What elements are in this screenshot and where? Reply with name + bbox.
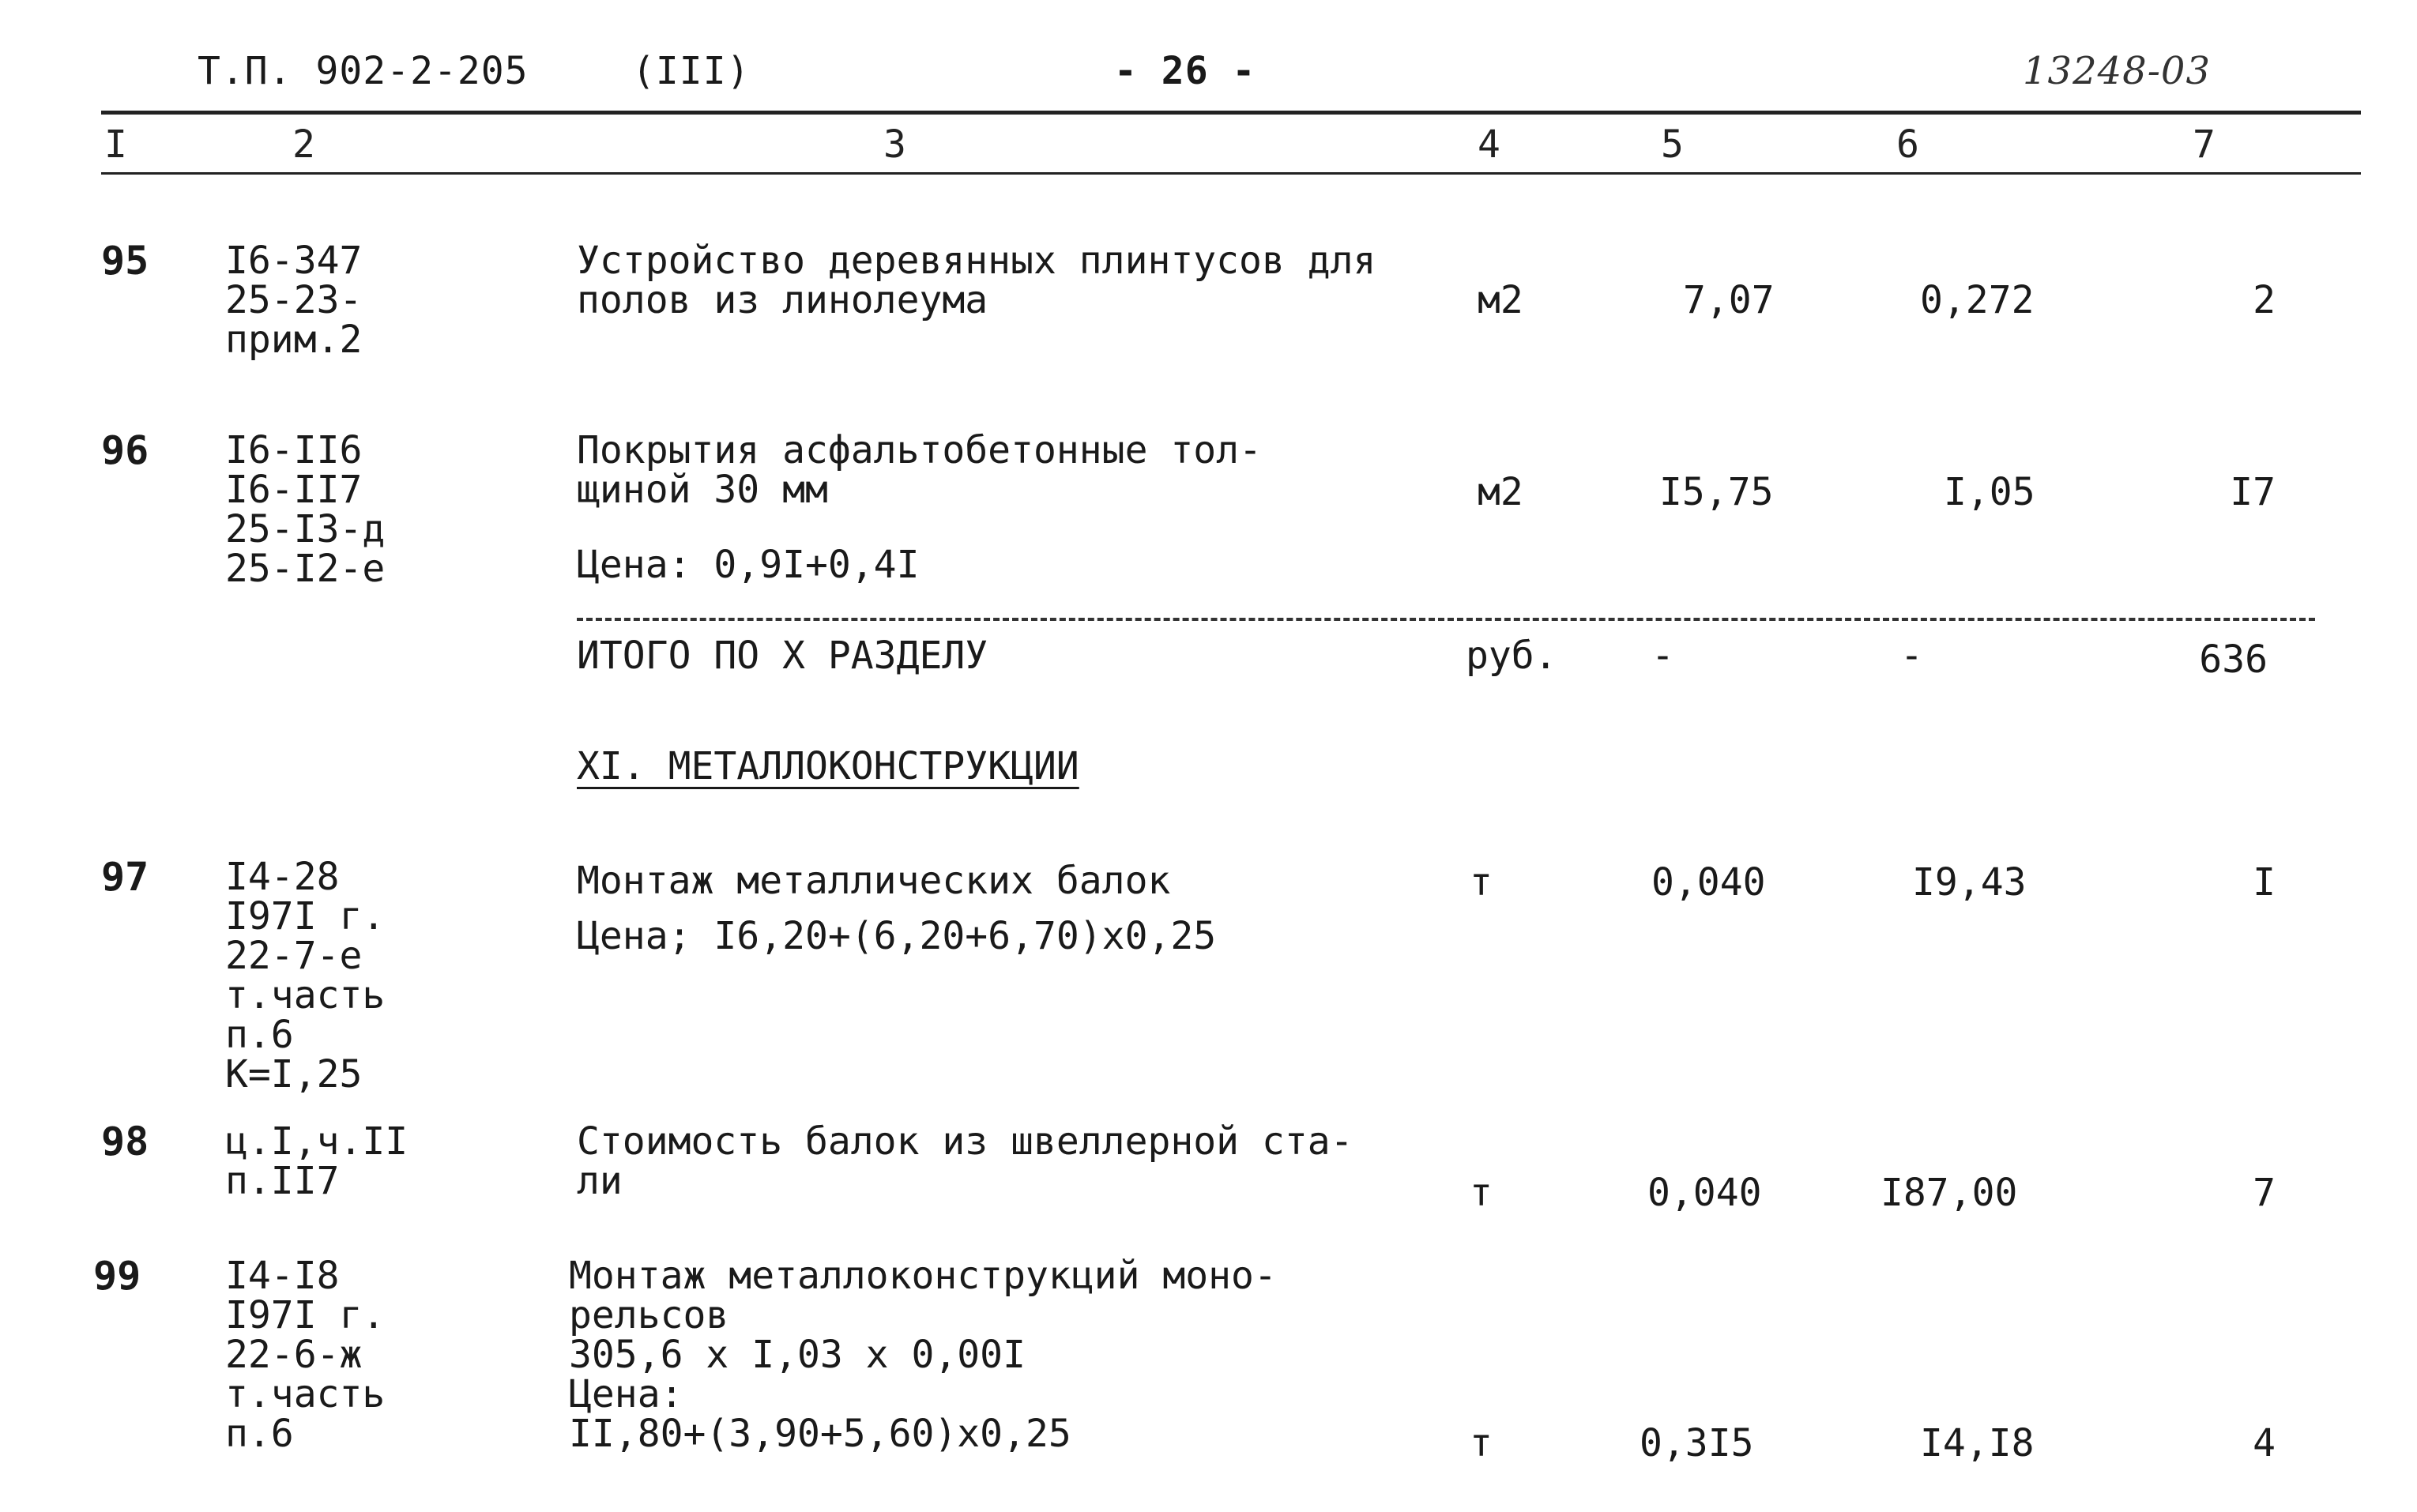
column-number-5: 5 [1661, 122, 1684, 167]
document-number: 13248-03 [2023, 49, 2211, 93]
row-unit: т [1470, 1421, 1493, 1465]
subtotal-unit-price: - [1900, 634, 1923, 678]
section-heading: XI. МЕТАЛЛОКОНСТРУКЦИИ [577, 744, 1079, 788]
row-number: 99 [93, 1253, 141, 1299]
part-label: (III) [632, 49, 751, 93]
column-number-1: I [104, 122, 127, 167]
header-rule-bottom [101, 172, 2361, 175]
row-total: 7 [2253, 1171, 2276, 1215]
row-total: I [2253, 860, 2276, 905]
row-description: Монтаж металлоконструкций моно- рельсов 305,6 х I,03 х 0,00I Цена: II,80+(3,90+5,60)х0,25 [569, 1254, 1277, 1456]
row-description: Покрытия асфальтобетонные тол- щиной 30 мм [577, 428, 1262, 512]
row-quantity: 0,040 [1647, 1171, 1762, 1215]
row-codes: I4-I8 I97I г. 22-6-ж т.часть п.6 [225, 1254, 386, 1456]
row-total: 2 [2253, 278, 2276, 322]
subtotal-label: ИТОГО ПО X РАЗДЕЛУ [577, 634, 988, 678]
row-description: Устройство деревянных плинтусов для полов из линолеума [577, 239, 1376, 322]
row-unit: м2 [1478, 278, 1523, 322]
row-quantity: 0,3I5 [1640, 1421, 1754, 1465]
row-unit-price: I,05 [1944, 470, 2035, 514]
row-codes: I6-347 25-23- прим.2 [225, 239, 363, 362]
row-quantity: 0,040 [1651, 860, 1766, 905]
row-number: 98 [101, 1119, 149, 1164]
row-description: Монтаж металлических балок [577, 859, 1171, 903]
column-number-2: 2 [292, 122, 315, 167]
row-number: 95 [101, 238, 149, 284]
row-description: Стоимость балок из швеллерной ста- ли [577, 1119, 1353, 1203]
project-code: Т.П. 902-2-205 [198, 49, 529, 93]
column-number-3: 3 [883, 122, 906, 167]
subtotal-separator [577, 618, 2315, 621]
row-codes: ц.I,ч.II п.II7 [225, 1119, 408, 1203]
subtotal-unit: руб. [1466, 634, 1557, 678]
header-rule-top [101, 111, 2361, 115]
row-codes: I4-28 I97I г. 22-7-е т.часть п.6 К=I,25 [225, 855, 386, 1096]
row-total: I7 [2230, 470, 2276, 514]
row-number: 96 [101, 427, 149, 473]
row-quantity: 7,07 [1683, 278, 1775, 322]
row-price-note: Цена; I6,20+(6,20+6,70)х0,25 [577, 914, 1217, 958]
row-unit-price: I4,I8 [1920, 1421, 2035, 1465]
row-codes: I6-II6 I6-II7 25-I3-д 25-I2-е [225, 428, 386, 591]
row-unit: т [1470, 860, 1493, 905]
page-number: - 26 - [1114, 49, 1256, 93]
column-number-4: 4 [1478, 122, 1500, 167]
row-quantity: I5,75 [1659, 470, 1774, 514]
subtotal-total: 636 [2199, 638, 2268, 682]
row-price-note: Цена: 0,9I+0,4I [577, 543, 920, 587]
row-unit-price: I87,00 [1881, 1171, 2018, 1215]
row-unit: м2 [1478, 470, 1523, 514]
row-number: 97 [101, 854, 149, 900]
subtotal-quantity: - [1651, 634, 1674, 678]
column-number-6: 6 [1896, 122, 1919, 167]
column-number-7: 7 [2193, 122, 2216, 167]
row-unit-price: I9,43 [1912, 860, 2027, 905]
row-unit-price: 0,272 [1920, 278, 2035, 322]
row-total: 4 [2253, 1421, 2276, 1465]
row-unit: т [1470, 1171, 1493, 1215]
